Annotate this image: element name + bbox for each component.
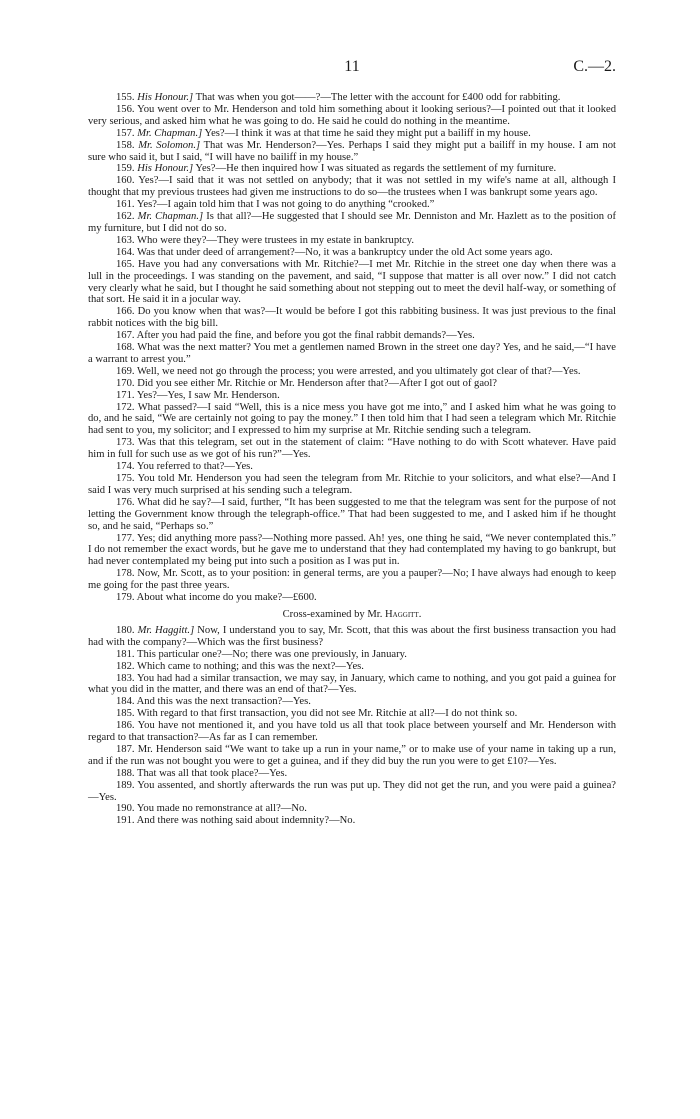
question-number: 187. <box>116 743 135 755</box>
transcript-body <box>88 92 616 827</box>
question-paragraph <box>88 533 616 569</box>
question-paragraph <box>88 673 616 697</box>
question-number: 180. <box>116 624 135 636</box>
testimony-text: Yes?—I said that it was not settled on anybody; that it was not settled in my wife's name at all, although I thought that my previous trustees had given me instructions to do so—the trustees when I was bankrupt some years ago. <box>88 175 616 199</box>
examination-section <box>88 92 616 604</box>
question-paragraph <box>88 720 616 744</box>
cross-examination-heading <box>88 609 616 621</box>
testimony-text: You told Mr. Henderson you had seen the telegram from Mr. Ritchie to your solicitors, and what else?—And I said I was very much surprised at his sending such a telegram. <box>88 473 616 496</box>
question-paragraph <box>88 568 616 592</box>
question-paragraph <box>88 92 616 104</box>
question-number: 172. <box>116 401 135 413</box>
question-paragraph <box>88 803 616 815</box>
page-header <box>88 58 616 78</box>
testimony-text: Was that under deed of arrangement?—No, it was a bankruptcy under the old Act some years ago. <box>137 246 553 258</box>
question-number: 173. <box>116 437 135 449</box>
question-number: 164. <box>116 246 135 258</box>
speaker-label: Mr. Chapman.] <box>137 127 203 139</box>
testimony-text: You had had a similar transaction, we may say, in January, which came to nothing, and you got paid a guinea for what you did in the matter, and there was an end of that?—Yes. <box>88 672 616 696</box>
question-number: 168. <box>116 342 135 354</box>
testimony-text: Did you see either Mr. Ritchie or Mr. Henderson after that?—After I got out of gaol? <box>137 377 497 389</box>
question-number: 184. <box>116 696 135 708</box>
question-number: 159. <box>116 163 135 175</box>
speaker-label: Mr. Solomon.] <box>138 139 201 151</box>
question-paragraph <box>88 175 616 199</box>
question-paragraph <box>88 140 616 164</box>
question-number: 171. <box>116 389 135 401</box>
question-paragraph <box>88 128 616 140</box>
question-paragraph <box>88 366 616 378</box>
question-number: 161. <box>116 199 135 211</box>
question-number: 183. <box>116 672 135 684</box>
question-paragraph <box>88 780 616 804</box>
question-paragraph <box>88 768 616 780</box>
question-paragraph <box>88 330 616 342</box>
testimony-text: This particular one?—No; there was one previously, in January. <box>137 648 407 660</box>
question-number: 165. <box>116 258 135 270</box>
question-number: 167. <box>116 330 135 342</box>
question-number: 189. <box>116 779 135 791</box>
question-number: 190. <box>116 803 135 815</box>
question-paragraph <box>88 402 616 438</box>
testimony-text: That was when you got——?—The letter with the account for £400 odd for rabbiting. <box>193 92 561 103</box>
testimony-text: Do you know when that was?—It would be before I got this rabbiting business. It was just previous to the final rabbit notices with the big bill. <box>88 306 616 330</box>
question-paragraph <box>88 592 616 604</box>
question-paragraph <box>88 342 616 366</box>
question-paragraph <box>88 497 616 533</box>
testimony-text: Is that all?—He suggested that I should see Mr. Denniston and Mr. Hazlett as to the position of my furniture, but I did not do so. <box>88 211 616 234</box>
question-number: 178. <box>116 568 135 580</box>
testimony-text: You referred to that?—Yes. <box>136 461 253 473</box>
speaker-label: His Honour.] <box>137 163 194 175</box>
testimony-text: Yes?—I again told him that I was not going to do anything “crooked.” <box>136 199 435 211</box>
testimony-text: Now, I understand you to say, Mr. Scott, that this was about the first business transaction you had had with the company?—Which was the first business? <box>88 624 616 648</box>
question-number: 188. <box>116 767 135 779</box>
speaker-label: His Honour.] <box>137 92 194 103</box>
question-number: 176. <box>116 496 135 508</box>
testimony-text: That was Mr. Henderson?—Yes. Perhaps I said they might put a bailiff in my house. I am not sure who said it, but I said, “I will have no bailiff in my house.” <box>88 139 616 163</box>
speaker-label: Mr. Haggitt.] <box>137 624 195 636</box>
question-paragraph <box>88 815 616 827</box>
testimony-text: Who were they?—They were trustees in my estate in bankruptcy. <box>137 234 415 246</box>
question-number: 170. <box>116 377 135 389</box>
testimony-text: What did he say?—I said, further, “It has been suggested to me that the telegram was sent for the purpose of not letting the Government know through the telegraph-office.” That had been suggested to me, and I asked him if he thought so, and he said, “Perhaps so.” <box>88 496 616 532</box>
testimony-text: And there was nothing said about indemnity?—No. <box>136 815 356 827</box>
question-paragraph <box>88 649 616 661</box>
testimony-text: Yes; did anything more pass?—Nothing more passed. Ah! yes, one thing he said, “We never contemplated this.” I do not remember the exact words, but he gave me to understand that they had contemplated my having to go bankrupt, but had never contemplated my being put into such a position as I was put in. <box>88 532 617 568</box>
testimony-text: Yes?—Yes, I saw Mr. Henderson. <box>136 389 280 401</box>
question-paragraph <box>88 199 616 211</box>
document-reference: C.—2. <box>573 58 616 75</box>
testimony-text: With regard to that first transaction, you did not see Mr. Ritchie at all?—I do not think so. <box>137 708 518 720</box>
question-number: 169. <box>116 365 135 377</box>
question-number: 175. <box>116 473 135 484</box>
question-number: 158. <box>116 139 135 151</box>
testimony-text: Yes?—He then inquired how I was situated as regards the settlement of my furniture. <box>193 163 557 175</box>
cross-examination-section <box>88 625 616 827</box>
page-number: 11 <box>344 58 360 75</box>
testimony-text: Mr. Henderson said “We want to take up a run in your name,” or to make use of your name in taking up a run, and if the run was not bought you were to get a guinea, and if they did buy the run you were to get £10?—Yes. <box>88 743 616 767</box>
heading-prefix: Cross-examined by Mr. <box>282 608 386 620</box>
question-paragraph <box>88 306 616 330</box>
heading-suffix: . <box>418 608 422 620</box>
testimony-text: Which came to nothing; and this was the next?—Yes. <box>137 660 364 672</box>
question-number: 166. <box>116 306 135 318</box>
testimony-text: About what income do you make?—£600. <box>136 592 317 604</box>
question-number: 185. <box>116 708 135 720</box>
question-paragraph <box>88 104 616 128</box>
question-paragraph <box>88 744 616 768</box>
question-number: 191. <box>116 815 135 827</box>
question-paragraph <box>88 625 616 649</box>
question-number: 182. <box>116 660 135 672</box>
question-paragraph <box>88 708 616 720</box>
question-number: 174. <box>116 461 135 473</box>
question-paragraph <box>88 211 616 235</box>
testimony-text: Well, we need not go through the process; you were arrested, and you ultimately got clear of that?—Yes. <box>137 365 581 377</box>
testimony-text: What was the next matter? You met a gentlemen named Brown in the street one day? Yes, and he said,—“I have a warrant to arrest you.” <box>88 342 616 365</box>
speaker-label: Mr. Chapman.] <box>137 211 204 223</box>
question-number: 163. <box>116 234 135 246</box>
testimony-text: And this was the next transaction?—Yes. <box>136 696 311 708</box>
question-paragraph <box>88 163 616 175</box>
testimony-text: Yes?—I think it was at that time he said they might put a bailiff in my house. <box>202 127 531 139</box>
question-number: 177. <box>116 532 135 544</box>
question-paragraph <box>88 390 616 402</box>
testimony-text: You went over to Mr. Henderson and told him something about it looking serious?—I pointed out that it looked very serious, and asked him what he was going to do. He said he could do nothing in the meantime. <box>88 103 616 127</box>
question-paragraph <box>88 259 616 307</box>
testimony-text: You assented, and shortly afterwards the run was put up. They did not get the run, and you were paid a guinea?—Yes. <box>88 779 616 803</box>
testimony-text: You have not mentioned it, and you have told us all that took place between yourself and Mr. Henderson with regard to that transaction?—As far as I can remember. <box>88 720 616 744</box>
question-number: 181. <box>116 648 135 660</box>
testimony-text: After you had paid the fine, and before you got the final rabbit demands?—Yes. <box>136 330 475 342</box>
question-paragraph <box>88 473 616 497</box>
question-paragraph <box>88 461 616 473</box>
testimony-text: What passed?—I said “Well, this is a nice mess you have got me into,” and I asked him what he was going to do, and he said, “We are certainly not going to pay the money.” I then told him that I had seen a telegram which Mr. Ritchie had sent to you, my solicitor; and I expressed to him my surprise at Mr. Ritchie sending such a telegram. <box>88 401 616 437</box>
question-paragraph <box>88 247 616 259</box>
testimony-text: Now, Mr. Scott, as to your position: in general terms, are you a pauper?—No; I have always had enough to keep me going for the past three years. <box>88 568 616 592</box>
testimony-text: You made no remonstrance at all?—No. <box>136 803 307 815</box>
question-number: 156. <box>116 103 135 115</box>
testimony-text: Have you had any conversations with Mr. Ritchie?—I met Mr. Ritchie in the street one day when there was a lull in the proceedings. I was standing on the pavement, and said, “I suppose that matter is all over now.” I did not catch very clearly what he said, but I thought he said something about not stepping out to meet the devil half-way, or something of that sort. He said it in a jocular way. <box>88 258 616 306</box>
question-paragraph <box>88 378 616 390</box>
question-number: 157. <box>116 127 135 139</box>
question-number: 162. <box>116 211 135 223</box>
heading-name: Haggitt <box>385 608 419 620</box>
testimony-text: Was that this telegram, set out in the statement of claim: “Have nothing to do with Scott whatever. Have paid him in full for such use as we got of his run?”—Yes. <box>88 437 616 461</box>
question-paragraph <box>88 696 616 708</box>
question-paragraph <box>88 661 616 673</box>
question-paragraph <box>88 235 616 247</box>
question-number: 155. <box>116 92 135 103</box>
question-number: 179. <box>116 592 135 604</box>
question-paragraph <box>88 437 616 461</box>
question-number: 186. <box>116 720 135 732</box>
question-number: 160. <box>116 175 135 187</box>
testimony-text: That was all that took place?—Yes. <box>137 767 288 779</box>
